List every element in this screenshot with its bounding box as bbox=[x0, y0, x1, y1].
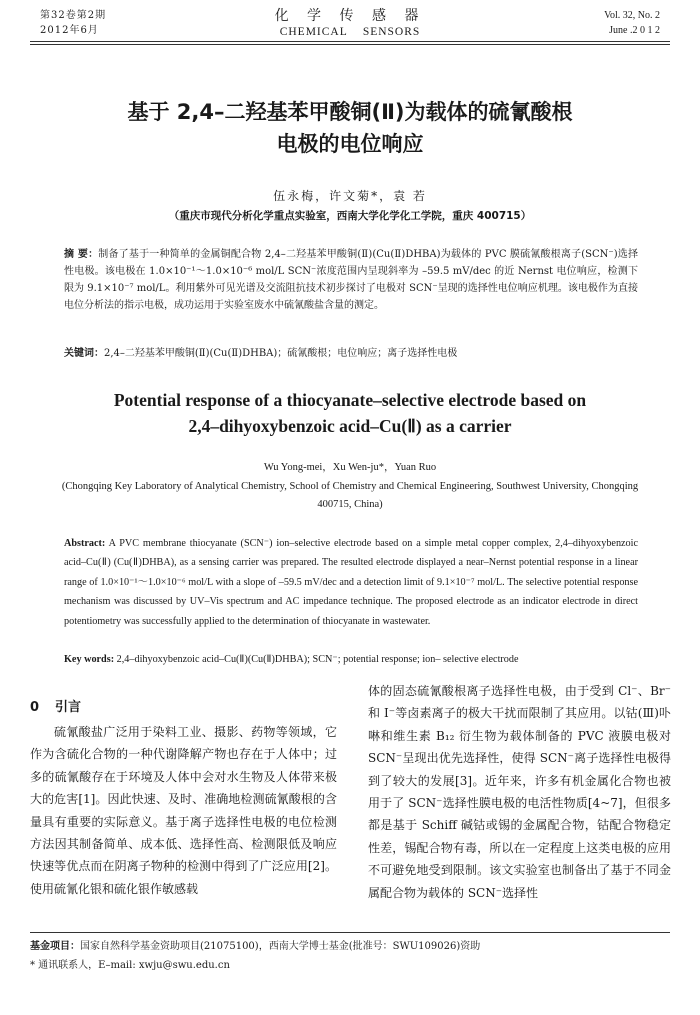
title-en-line-2: 2,4–dihyoxybenzoic acid–Cu(Ⅱ) as a carrier bbox=[188, 416, 512, 436]
affiliation-cn: （重庆市现代分析化学重点实验室，西南大学化学化工学院，重庆 400715） bbox=[168, 210, 532, 222]
date-cn: 2012年6月 bbox=[40, 25, 99, 36]
header-rule bbox=[30, 41, 670, 45]
funding-label: 基金项目： bbox=[30, 941, 80, 952]
abstract-cn-label: 摘 要： bbox=[64, 249, 99, 260]
footnotes bbox=[30, 937, 670, 975]
volume-issue-en: Vol. 32, No. 2 bbox=[604, 10, 660, 21]
keywords-en-text: 2,4–dihyoxybenzoic acid–Cu(Ⅱ)(Cu(Ⅱ)DHBA); SCN⁻; potential response; ion– selective electrode bbox=[116, 654, 519, 665]
funding-text: 国家自然科学基金资助项目(21075100)，西南大学博士基金(批准号：SWU109026)资助 bbox=[80, 941, 481, 952]
contact-note: * 通讯联系人，E–mail: xwju@swu.edu.cn bbox=[30, 960, 230, 971]
abstract-en-label: Abstract: bbox=[64, 538, 106, 549]
running-header-right bbox=[604, 8, 660, 38]
journal-name bbox=[0, 7, 700, 40]
article-title-cn bbox=[0, 96, 700, 160]
authors-en: Wu Yong-mei，Xu Wen-ju*，Yuan Ruo bbox=[263, 462, 437, 473]
abstract-en bbox=[64, 534, 638, 631]
title-cn-line-1: 基于 2,4–二羟基苯甲酸铜(Ⅱ)为载体的硫氰酸根 bbox=[127, 100, 573, 124]
keywords-cn-text: 2,4–二羟基苯甲酸铜(Ⅱ)(Cu(Ⅱ)DHBA)；硫氰酸根；电位响应；离子选择性电极 bbox=[104, 348, 458, 359]
section-title: 引言 bbox=[55, 700, 82, 715]
abstract-cn bbox=[64, 246, 638, 314]
footnote-rule bbox=[30, 932, 670, 933]
journal-name-en: CHEMICAL SENSORS bbox=[279, 26, 421, 38]
abstract-en-text: A PVC membrane thiocyanate (SCN⁻) ion–selective electrode based on a simple metal copper complex, 2,4–dihyoxybenzoic acid–Cu(Ⅱ) (Cu(Ⅱ)DHBA), as a sensing carrier was prepared. The resulted electrode displayed a near–Nernst potential response in a linear range of 1.0×10⁻¹～1.0×10⁻⁶ mol/L with a slope of –59.5 mV/dec and a detection limit of 9.1×10⁻⁷ mol/L. The selective potential response mechanism was discussed by UV–Vis spectrum and AC impedance technique. The proposed electrode as an indicator electrode in direct potentiometry was successfully applied to the determination of thiocyanate in wastewater. bbox=[64, 538, 639, 627]
title-cn-line-2: 电极的电位响应 bbox=[276, 132, 424, 156]
title-en-line-1: Potential response of a thiocyanate–selective electrode based on bbox=[113, 390, 587, 410]
article-title-en bbox=[0, 387, 700, 439]
keywords-en bbox=[64, 654, 654, 665]
keywords-en-label: Key words: bbox=[64, 654, 115, 665]
abstract-cn-text: 制备了基于一种简单的金属铜配合物 2,4–二羟基苯甲酸铜(Ⅱ)(Cu(Ⅱ)DHBA)为载体的 PVC 膜硫氰酸根离子(SCN⁻)选择性电极。该电极在 1.0×10⁻¹～1.0×10⁻⁶ mol/L SCN⁻浓度范围内呈现斜率为 –59.5 mV/dec 的近 Nernst 电位响应，检测下限为 9.1×10⁻⁷ mol/L。利用紫外可见光谱及交流阻抗技术初步探讨了电极对 SCN⁻呈现的选择性电位响应机理。该电极作为直接电位分析法的指示电极，成功运用于实验室废水中硫氰酸盐含量的测定。 bbox=[64, 249, 638, 311]
keywords-cn bbox=[64, 345, 638, 362]
body-column-left: 硫氰酸盐广泛用于染料工业、摄影、药物等领域，它作为含硫化合物的一种代谢降解产物也存在于人体中；过多的硫氰酸存在于环境及人体中会对水生物及人体带来极大的危害[1]。因此快速、及时、准确地检测硫氰酸根的含量具有重要的实际意义。基于离子选择性电极的电位检测方法因其制备简单、成本低、选择性高、检测限低及响应快速等优点而在阴离子物种的检测中得到了广泛应用[2]。使用硫氰化银和硫化银作敏感载 bbox=[30, 725, 337, 896]
date-en: June .2 0 1 2 bbox=[609, 25, 660, 36]
section-number: 0 bbox=[30, 700, 40, 715]
journal-name-cn: 化 学 传 感 器 bbox=[274, 8, 426, 24]
keywords-cn-label: 关键词： bbox=[64, 348, 104, 359]
funding-note bbox=[30, 937, 670, 956]
affiliation-en: (Chongqing Key Laboratory of Analytical Chemistry, School of Chemistry and Chemical Engineering, Southwest University, Chongqing 400715, China) bbox=[61, 481, 639, 510]
section-heading-introduction bbox=[30, 696, 81, 715]
authors-cn: 伍永梅，许文菊*，袁 若 bbox=[273, 189, 427, 203]
body-column-right: 体的固态硫氰酸根离子选择性电极，由于受到 Cl⁻、Br⁻和 I⁻等卤素离子的极大干扰而限制了其应用。以钴(Ⅲ)卟啉和维生素 B₁₂ 衍生物为载体制备的 PVC 液膜电极对 SCN⁻呈现出优先选择性，使得 SCN⁻离子选择性电极得到了较大的发展[3]。近年来，许多有机金属化合物也被用于了 SCN⁻选择性膜电极的电活性物质[4~7]，但很多都是基于 Schiff 碱钴或锡的金属配合物，钴配合物稳定性差，锡配合物有毒，所以在一定程度上这类电极的应用不可避免地受到限制。该文实验室也制备出了基于不同金属配合物为载体的 SCN⁻选择性 bbox=[368, 684, 671, 900]
volume-issue-cn: 第32卷第2期 bbox=[40, 10, 107, 21]
